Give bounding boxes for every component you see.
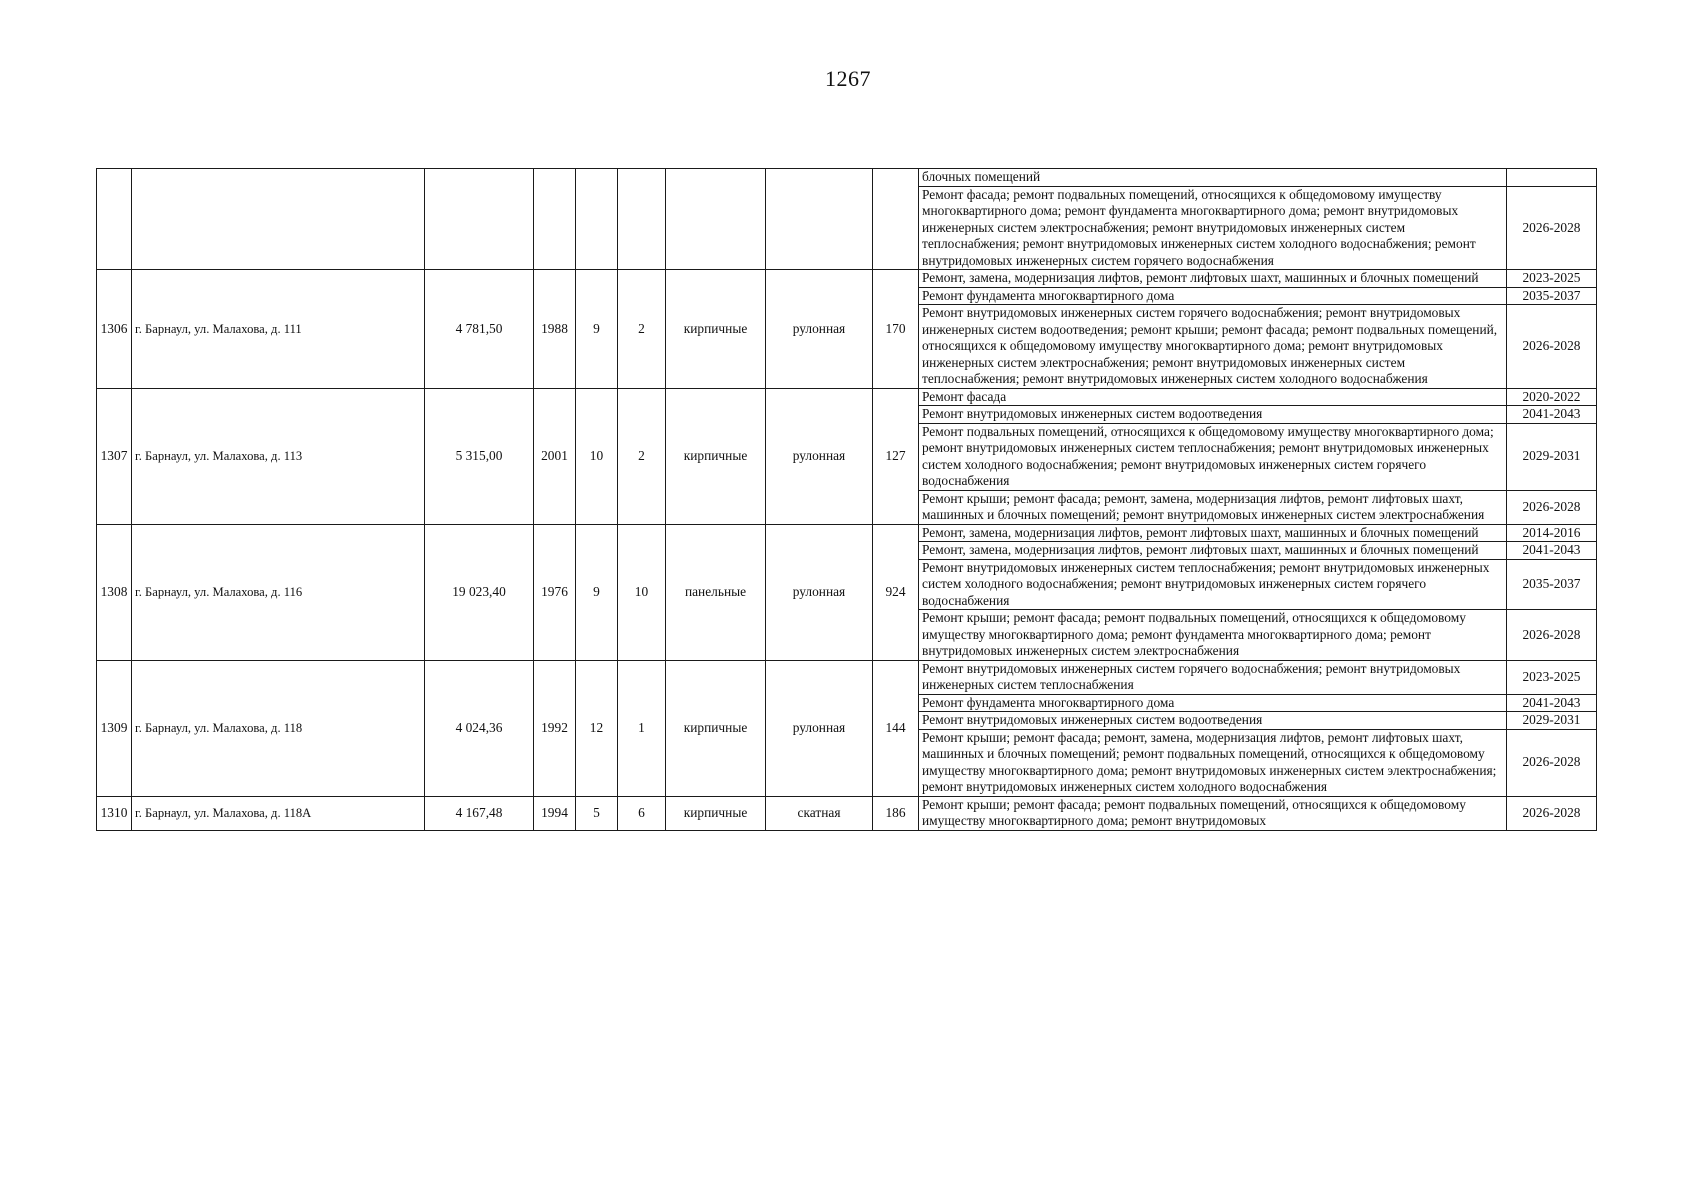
house-number-cell: 1309 [97, 660, 132, 796]
residents-cell: 127 [873, 388, 919, 524]
repair-period-cell: 2041-2043 [1507, 694, 1597, 712]
roof-type-cell: рулонная [766, 388, 873, 524]
repair-work-cell: Ремонт подвальных помещений, относящихся к общедомовому имуществу многоквартирного дома; ремонт внутридомовых инженерных систем теплоснабжения; ремонт внутридомовых инженерных систем холодного водоснабжения; ремонт внутридомовых инженерных систем горячего водоснабжения [919, 423, 1507, 490]
table-row [97, 796, 1597, 830]
repair-work-cell: Ремонт внутридомовых инженерных систем теплоснабжения; ремонт внутридомовых инженерных систем холодного водоснабжения; ремонт внутридомовых инженерных систем горячего водоснабжения [919, 559, 1507, 610]
house-number-cell [97, 169, 132, 270]
repair-work-cell: Ремонт внутридомовых инженерных систем водоотведения [919, 406, 1507, 424]
house-number-cell: 1306 [97, 270, 132, 389]
residents-cell: 186 [873, 796, 919, 830]
entrances-cell: 6 [618, 796, 666, 830]
roof-type-cell: рулонная [766, 270, 873, 389]
year-built-cell: 1976 [534, 524, 576, 660]
roof-type-cell: скатная [766, 796, 873, 830]
repair-period-cell: 2026-2028 [1507, 610, 1597, 661]
year-built-cell: 2001 [534, 388, 576, 524]
repair-work-cell: Ремонт внутридомовых инженерных систем горячего водоснабжения; ремонт внутридомовых инженерных систем водоотведения; ремонт крыши; ремонт фасада; ремонт подвальных помещений, относящихся к общедомовому имуществу многоквартирного дома; ремонт внутридомовых инженерных систем электроснабжения; ремонт внутридомовых инженерных систем теплоснабжения; ремонт внутридомовых инженерных систем холодного водоснабжения [919, 305, 1507, 389]
year-built-cell: 1994 [534, 796, 576, 830]
housing-repair-table [96, 168, 1597, 831]
table-row [97, 388, 1597, 406]
area-cell: 5 315,00 [425, 388, 534, 524]
year-built-cell: 1988 [534, 270, 576, 389]
floors-cell [576, 169, 618, 270]
page-number: 1267 [825, 66, 871, 91]
repair-work-cell: Ремонт крыши; ремонт фасада; ремонт, замена, модернизация лифтов, ремонт лифтовых шахт, машинных и блочных помещений; ремонт подвальных помещений, относящихся к общедомовому имуществу многоквартирного дома; ремонт внутридомовых инженерных систем электроснабжения; ремонт внутридомовых инженерных систем холодного водоснабжения [919, 729, 1507, 796]
floors-cell: 9 [576, 270, 618, 389]
wall-material-cell: кирпичные [666, 388, 766, 524]
repair-work-cell: Ремонт крыши; ремонт фасада; ремонт подвальных помещений, относящихся к общедомовому имуществу многоквартирного дома; ремонт внутридомовых [919, 796, 1507, 830]
repair-work-cell: Ремонт внутридомовых инженерных систем горячего водоснабжения; ремонт внутридомовых инженерных систем теплоснабжения [919, 660, 1507, 694]
repair-period-cell: 2014-2016 [1507, 524, 1597, 542]
residents-cell [873, 169, 919, 270]
entrances-cell: 10 [618, 524, 666, 660]
repair-period-cell [1507, 169, 1597, 187]
repair-period-cell: 2020-2022 [1507, 388, 1597, 406]
area-cell: 4 781,50 [425, 270, 534, 389]
repair-period-cell: 2026-2028 [1507, 186, 1597, 270]
repair-work-cell: блочных помещений [919, 169, 1507, 187]
address-cell: г. Барнаул, ул. Малахова, д. 111 [132, 270, 425, 389]
table-row [97, 270, 1597, 288]
floors-cell: 10 [576, 388, 618, 524]
address-cell: г. Барнаул, ул. Малахова, д. 118 [132, 660, 425, 796]
floors-cell: 12 [576, 660, 618, 796]
roof-type-cell [766, 169, 873, 270]
address-cell: г. Барнаул, ул. Малахова, д. 118А [132, 796, 425, 830]
repair-work-cell: Ремонт, замена, модернизация лифтов, ремонт лифтовых шахт, машинных и блочных помещений [919, 270, 1507, 288]
residents-cell: 170 [873, 270, 919, 389]
area-cell [425, 169, 534, 270]
house-number-cell: 1310 [97, 796, 132, 830]
wall-material-cell [666, 169, 766, 270]
entrances-cell: 2 [618, 270, 666, 389]
repair-period-cell: 2035-2037 [1507, 559, 1597, 610]
repair-work-cell: Ремонт крыши; ремонт фасада; ремонт подвальных помещений, относящихся к общедомовому имуществу многоквартирного дома; ремонт фундамента многоквартирного дома; ремонт внутридомовых инженерных систем электроснабжения [919, 610, 1507, 661]
repair-period-cell: 2029-2031 [1507, 423, 1597, 490]
wall-material-cell: кирпичные [666, 796, 766, 830]
wall-material-cell: панельные [666, 524, 766, 660]
repair-period-cell: 2026-2028 [1507, 729, 1597, 796]
repair-work-cell: Ремонт крыши; ремонт фасада; ремонт, замена, модернизация лифтов, ремонт лифтовых шахт, машинных и блочных помещений; ремонт внутридомовых инженерных систем электроснабжения [919, 490, 1507, 524]
table-row [97, 660, 1597, 694]
year-built-cell [534, 169, 576, 270]
repair-work-cell: Ремонт фундамента многоквартирного дома [919, 287, 1507, 305]
year-built-cell: 1992 [534, 660, 576, 796]
area-cell: 19 023,40 [425, 524, 534, 660]
entrances-cell: 2 [618, 388, 666, 524]
repair-period-cell: 2026-2028 [1507, 305, 1597, 389]
address-cell [132, 169, 425, 270]
area-cell: 4 167,48 [425, 796, 534, 830]
wall-material-cell: кирпичные [666, 660, 766, 796]
repair-work-cell: Ремонт, замена, модернизация лифтов, ремонт лифтовых шахт, машинных и блочных помещений [919, 542, 1507, 560]
roof-type-cell: рулонная [766, 524, 873, 660]
residents-cell: 924 [873, 524, 919, 660]
repair-work-cell: Ремонт, замена, модернизация лифтов, ремонт лифтовых шахт, машинных и блочных помещений [919, 524, 1507, 542]
entrances-cell: 1 [618, 660, 666, 796]
repair-period-cell: 2035-2037 [1507, 287, 1597, 305]
repair-work-cell: Ремонт внутридомовых инженерных систем водоотведения [919, 712, 1507, 730]
floors-cell: 9 [576, 524, 618, 660]
repair-period-cell: 2029-2031 [1507, 712, 1597, 730]
repair-period-cell: 2023-2025 [1507, 660, 1597, 694]
wall-material-cell: кирпичные [666, 270, 766, 389]
table-row [97, 524, 1597, 542]
entrances-cell [618, 169, 666, 270]
repair-period-cell: 2026-2028 [1507, 796, 1597, 830]
house-number-cell: 1307 [97, 388, 132, 524]
repair-period-cell: 2041-2043 [1507, 406, 1597, 424]
repair-work-cell: Ремонт фундамента многоквартирного дома [919, 694, 1507, 712]
repair-period-cell: 2041-2043 [1507, 542, 1597, 560]
address-cell: г. Барнаул, ул. Малахова, д. 116 [132, 524, 425, 660]
repair-period-cell: 2026-2028 [1507, 490, 1597, 524]
area-cell: 4 024,36 [425, 660, 534, 796]
repair-work-cell: Ремонт фасада [919, 388, 1507, 406]
house-number-cell: 1308 [97, 524, 132, 660]
repair-work-cell: Ремонт фасада; ремонт подвальных помещений, относящихся к общедомовому имуществу многоквартирного дома; ремонт фундамента многоквартирного дома; ремонт внутридомовых инженерных систем электроснабжения; ремонт внутридомовых инженерных систем теплоснабжения; ремонт внутридомовых инженерных систем холодного водоснабжения; ремонт внутридомовых инженерных систем горячего водоснабжения [919, 186, 1507, 270]
floors-cell: 5 [576, 796, 618, 830]
residents-cell: 144 [873, 660, 919, 796]
repair-period-cell: 2023-2025 [1507, 270, 1597, 288]
address-cell: г. Барнаул, ул. Малахова, д. 113 [132, 388, 425, 524]
table-row [97, 169, 1597, 187]
roof-type-cell: рулонная [766, 660, 873, 796]
